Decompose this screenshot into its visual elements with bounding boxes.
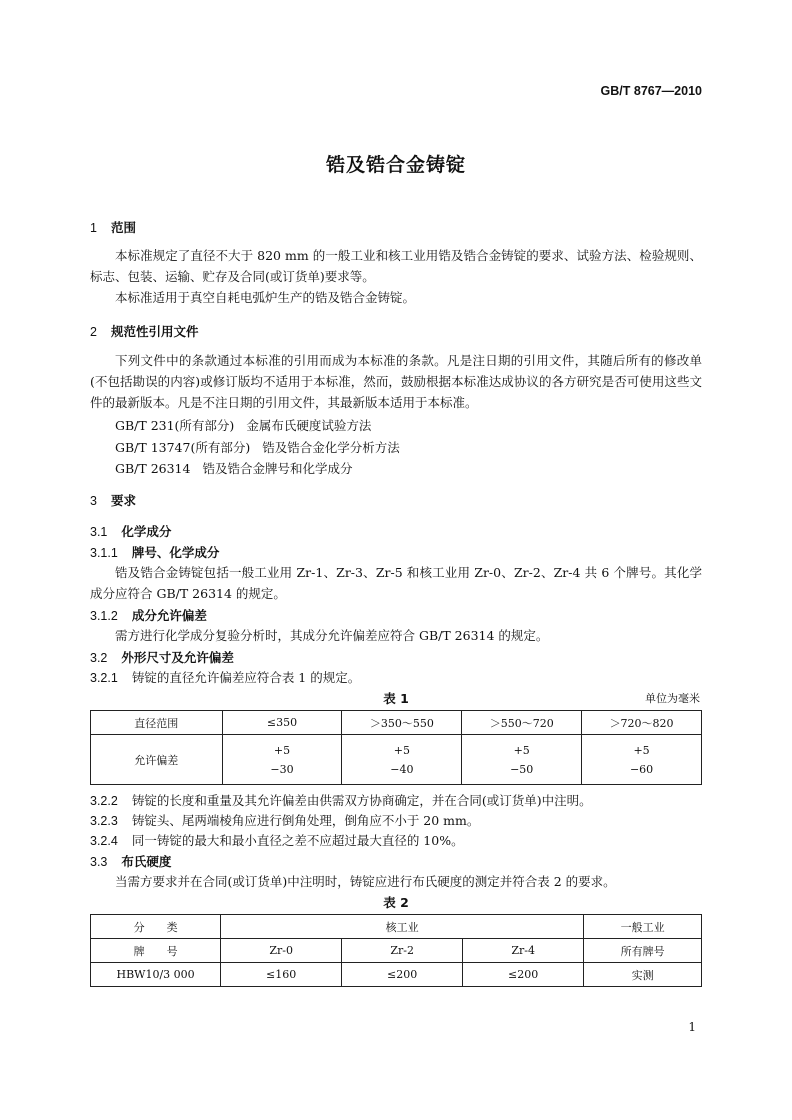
section-3-2-heading [90,648,234,666]
section-title: 外形尺寸及允许偏差 [121,650,234,665]
section-title: 成分允许偏差 [131,608,207,623]
minus-value: −50 [510,762,534,776]
section-3-heading [90,491,136,509]
tolerance-cell [582,735,702,785]
table-cell: 实测 [584,963,702,987]
section-number: 3.2.3 [90,814,118,828]
table-1-caption: 表 1 [383,691,409,706]
document-title: 锆及锆合金铸锭 [325,154,466,176]
section-number: 3 [90,494,97,508]
reference-name: 锆及锆合金化学分析方法 [262,440,400,455]
table-cell: 允许偏差 [91,735,223,785]
minus-value: −60 [629,762,654,776]
table-cell: ≤200 [342,963,463,987]
minus-value: −30 [270,762,294,776]
table-2 [90,914,702,987]
section-number: 2 [90,325,97,339]
minus-value: −40 [390,762,414,776]
section-number: 3.2.4 [90,834,118,848]
table-row [91,963,702,987]
section-title: 规范性引用文件 [110,324,199,339]
table-cell: Zr-4 [463,939,584,963]
table-cell: ＞550～720 [462,711,582,735]
section-text: 同一铸锭的最大和最小直径之差不应超过最大直径的 10%。 [131,833,464,848]
standard-number: GB/T 8767—2010 [600,84,702,98]
section-number: 3.2.2 [90,794,118,808]
plus-value: +5 [393,743,410,757]
tolerance-cell [222,735,342,785]
table-row [91,915,702,939]
table-cell: ＞720～820 [582,711,702,735]
reference-item [115,416,371,434]
tolerance-cell [342,735,462,785]
table-cell: 牌 号 [91,939,221,963]
section-3-2-3 [90,811,479,829]
section-2-heading [90,322,198,340]
section-3-1-2-heading [90,606,207,624]
table-cell: 分 类 [91,915,221,939]
table-row [91,939,702,963]
section-number: 3.1 [90,525,108,539]
section-number: 3.2 [90,651,108,665]
section-2-paragraph: 下列文件中的条款通过本标准的引用而成为本标准的条款。凡是注日期的引用文件，其随后所有的修改单(不包括勘误的内容)或修订版均不适用于本标准，然而，鼓励根据本标准达成协议的各方研究是否可使用这些文件的最新版本。凡是不注日期的引用文件，其最新版本适用于本标准。 [90,353,702,410]
section-1-heading [90,218,136,236]
reference-code: GB/T 13747(所有部分) [115,440,251,455]
table-cell: ≤350 [222,711,342,735]
section-3-1-1-heading [90,543,219,561]
section-text: 铸锭头、尾两端棱角应进行倒角处理，倒角应不小于 20 mm。 [131,813,480,828]
reference-name: 锆及锆合金牌号和化学成分 [202,461,353,476]
reference-code: GB/T 26314 [115,461,191,476]
reference-code: GB/T 231(所有部分) [115,418,235,433]
plus-value: +5 [633,743,650,757]
reference-item [115,438,400,456]
plus-value: +5 [513,743,530,757]
section-title: 化学成分 [121,524,172,539]
section-title: 牌号、化学成分 [131,545,220,560]
table-cell: ≤160 [221,963,342,987]
table-cell: Zr-0 [221,939,342,963]
plus-value: +5 [273,743,291,757]
section-1-paragraph-2: 本标准适用于真空自耗电弧炉生产的锆及锆合金铸锭。 [115,290,416,305]
section-3-1-heading [90,522,171,540]
section-3-3-heading [90,852,171,870]
table-1-unit: 单位为毫米 [645,692,700,705]
section-3-2-4 [90,831,464,849]
section-3-2-2 [90,791,592,809]
table-cell: 核工业 [221,915,584,939]
section-number: 3.2.1 [90,671,118,685]
table-cell: ＞350～550 [342,711,462,735]
section-3-1-1-text: 锆及锆合金铸锭包括一般工业用 Zr-1、Zr-3、Zr-5 和核工业用 Zr-0、Zr-2、Zr-4 共 6 个牌号。其化学成分应符合 GB/T 26314 的规定。 [90,565,702,601]
section-number: 1 [90,221,97,235]
section-title: 布氏硬度 [121,854,172,869]
table-cell: 一般工业 [584,915,702,939]
reference-item [115,459,352,477]
section-text: 铸锭的长度和重量及其允许偏差由供需双方协商确定，并在合同(或订货单)中注明。 [131,793,592,808]
section-1-paragraph-1: 本标准规定了直径不大于 820 mm 的一般工业和核工业用锆及锆合金铸锭的要求、试验方法、检验规则、标志、包装、运输、贮存及合同(或订货单)要求等。 [90,248,702,284]
section-title: 范围 [110,220,136,235]
reference-name: 金属布氏硬度试验方法 [246,418,372,433]
table-1 [90,710,702,785]
section-number: 3.1.2 [90,609,118,623]
tolerance-cell [462,735,582,785]
section-3-3-text: 当需方要求并在合同(或订货单)中注明时，铸锭应进行布氏硬度的测定并符合表 2 的要求。 [115,874,616,889]
table-cell: HBW10/3 000 [91,963,221,987]
section-title: 要求 [110,493,136,508]
section-number: 3.3 [90,855,108,869]
table-cell: 所有牌号 [584,939,702,963]
section-3-2-1 [90,668,360,686]
section-number: 3.1.1 [90,546,118,560]
section-text: 铸锭的直径允许偏差应符合表 1 的规定。 [131,670,361,685]
page-number: 1 [688,1020,696,1034]
table-2-caption: 表 2 [383,895,409,910]
table-cell: Zr-2 [342,939,463,963]
table-cell: ≤200 [463,963,584,987]
table-row [91,711,702,735]
section-3-1-2-text: 需方进行化学成分复验分析时，其成分允许偏差应符合 GB/T 26314 的规定。 [115,628,549,643]
table-row [91,735,702,785]
table-cell: 直径范围 [91,711,223,735]
